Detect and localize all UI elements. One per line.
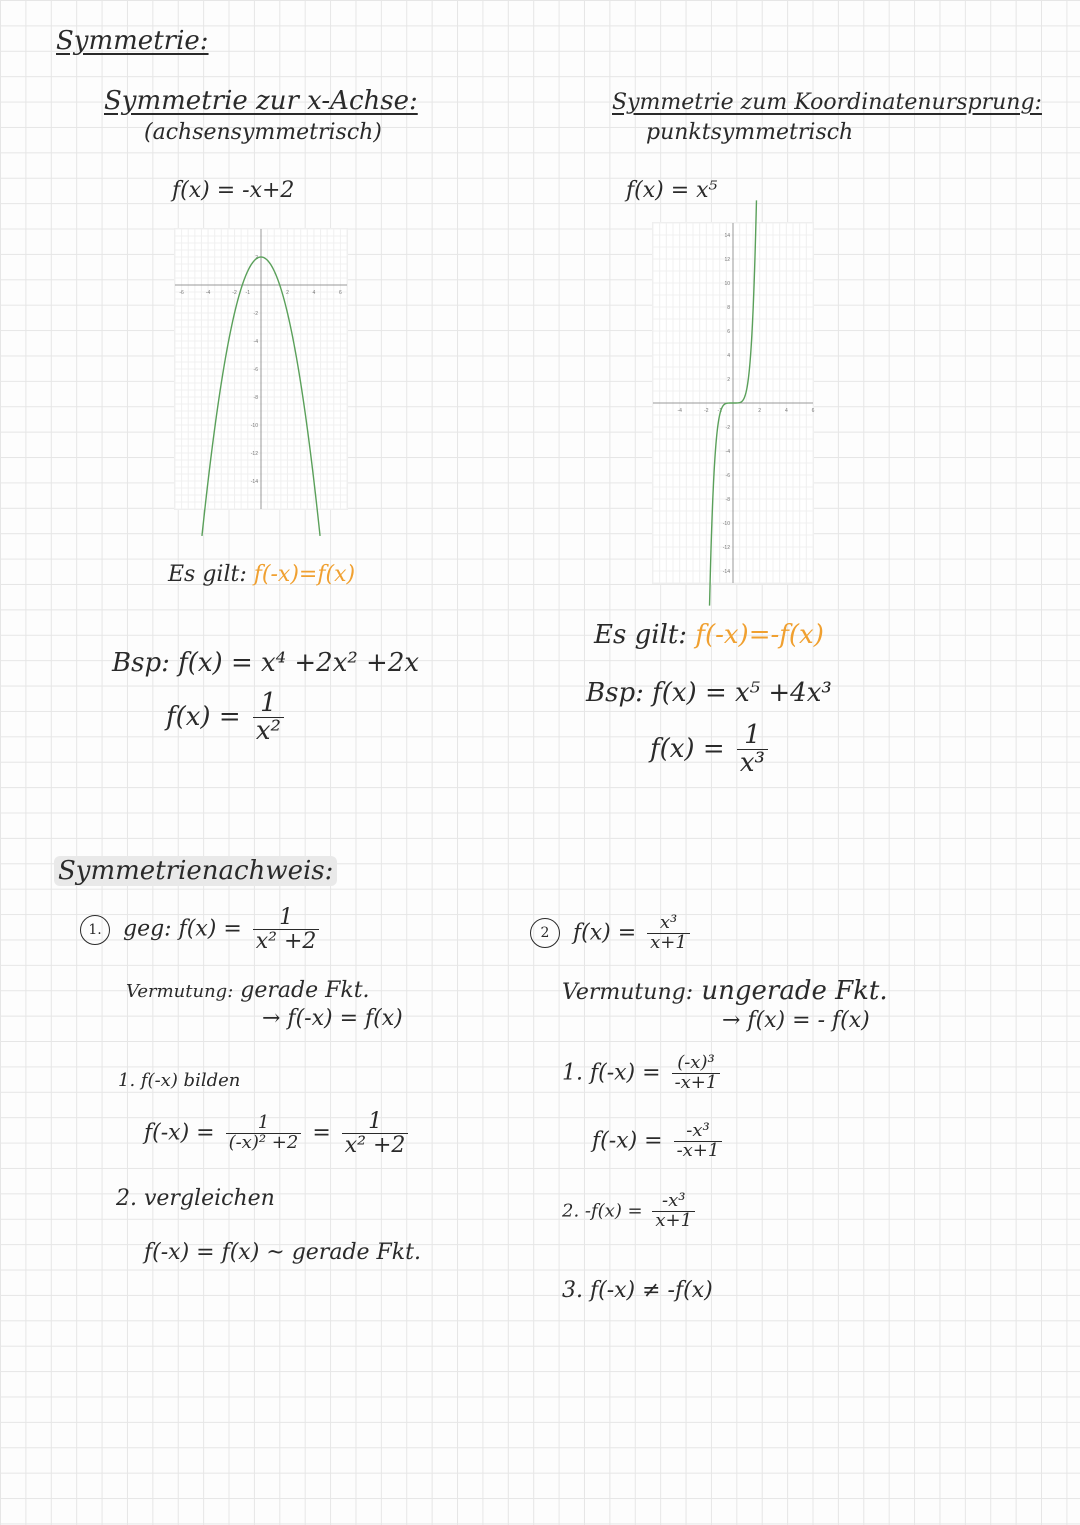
fraction-denominator: (-x)² +2: [226, 1133, 302, 1153]
left-bsp1: f(x) = x⁴ +2x² +2x: [178, 648, 420, 678]
x-tick-label: 4: [312, 290, 316, 296]
right-example-1: [586, 678, 832, 708]
ex1-vermutung: [126, 978, 370, 1003]
fraction-denominator: x+1: [647, 933, 690, 953]
quintic-chart: [653, 223, 813, 583]
left-rule-formula: f(-x)=f(x): [253, 562, 356, 587]
ex2-arrow: → f(x) = - f(x): [722, 1008, 870, 1033]
ex1-conclusion: f(-x) = f(x) ~ gerade Fkt.: [144, 1240, 421, 1265]
right-heading: Symmetrie zum Koordinatenursprung:: [612, 90, 1042, 115]
ex1-s1-lhs: f(-x) =: [144, 1120, 215, 1146]
ex2-s1-fraction: [672, 1054, 721, 1093]
x-tick-label: -1: [717, 408, 722, 414]
fraction-denominator: -x+1: [672, 1073, 721, 1093]
fraction-denominator: x+1: [652, 1211, 695, 1231]
fraction-numerator: 1: [260, 688, 277, 718]
x-tick-label: -4: [205, 290, 211, 296]
parabola-graph: [174, 228, 348, 510]
left-bsp2-fraction: [253, 690, 284, 746]
y-tick-label: -4: [253, 339, 258, 345]
y-tick-label: -6: [725, 473, 730, 479]
y-tick-label: -12: [250, 451, 258, 457]
ex1-s1-fraction-2: [342, 1110, 409, 1157]
fraction-numerator: x³: [659, 912, 678, 933]
ex2-s1b-fraction: [674, 1122, 723, 1161]
ex2-vermutung: [562, 976, 888, 1006]
right-rule: [594, 620, 824, 650]
y-tick-label: -14: [250, 479, 258, 485]
y-tick-label: -8: [253, 395, 258, 401]
right-bsp2-fraction: [737, 722, 768, 778]
ex2-step1: [562, 1054, 724, 1093]
left-rule: [168, 562, 355, 587]
x-tick-label: -1: [245, 290, 250, 296]
fraction-denominator: x² +2: [253, 929, 320, 953]
x-tick-label: -6: [179, 290, 184, 296]
nachweis-heading: Symmetrienachweis:: [54, 856, 337, 886]
fraction-numerator: (-x)³: [677, 1052, 715, 1073]
left-bsp2-lhs: f(x) =: [166, 701, 241, 732]
ex1-number-badge: 1.: [80, 915, 110, 945]
fraction-numerator: 1: [368, 1109, 383, 1134]
y-tick-label: -10: [250, 423, 258, 429]
x-tick-label: -4: [677, 408, 682, 414]
x-tick-label: 4: [784, 408, 788, 414]
left-bsp-label: Bsp:: [112, 648, 170, 678]
quintic-graph: [652, 222, 814, 584]
fraction-numerator: -x³: [661, 1190, 686, 1211]
ex1-step1: 1. f(-x) bilden: [118, 1070, 241, 1091]
ex2-given: [530, 914, 694, 953]
page-title: Symmetrie:: [56, 26, 209, 56]
ex1-vermutung-value: gerade Fkt.: [240, 978, 370, 1003]
ex1-given: [80, 906, 323, 953]
x-tick-label: 6: [811, 408, 815, 414]
y-tick-label: -12: [722, 545, 730, 551]
ex2-vermutung-value: ungerade Fkt.: [701, 976, 888, 1006]
ex2-vermutung-label: Vermutung:: [562, 980, 694, 1005]
parabola-chart: [175, 229, 347, 509]
ex2-s1-lhs: 1. f(-x) =: [562, 1060, 661, 1086]
y-tick-label: -6: [253, 367, 258, 373]
x-tick-label: 2: [286, 290, 289, 296]
fraction-denominator: -x+1: [674, 1141, 723, 1161]
x-tick-label: 6: [338, 290, 342, 296]
fraction-denominator: x²: [253, 717, 284, 745]
ex1-step1-calc: [144, 1110, 412, 1157]
right-rule-prefix: Es gilt:: [594, 620, 688, 650]
left-example-2: [166, 690, 288, 746]
x-tick-label: -2: [232, 290, 237, 296]
ex1-arrow: → f(-x) = f(x): [262, 1006, 403, 1031]
left-heading: Symmetrie zur x-Achse:: [104, 86, 418, 116]
fraction-numerator: 1: [279, 905, 294, 930]
y-tick-label: 4: [727, 353, 730, 359]
y-tick-label: 10: [724, 281, 730, 287]
y-tick-label: 8: [727, 305, 730, 311]
ex2-s2-lhs: 2. -f(x) =: [562, 1200, 643, 1222]
left-function: f(x) = -x+2: [172, 178, 295, 203]
right-bsp-label: Bsp:: [586, 678, 644, 708]
y-tick-label: 14: [724, 233, 730, 239]
ex1-fraction: [253, 906, 320, 953]
left-rule-prefix: Es gilt:: [168, 562, 247, 587]
right-bsp2-lhs: f(x) =: [650, 733, 725, 764]
left-subheading: (achsensymmetrisch): [144, 120, 382, 145]
fraction-denominator: x² +2: [342, 1133, 409, 1157]
fraction-numerator: 1: [744, 720, 761, 750]
y-tick-label: 2: [727, 377, 730, 383]
y-tick-label: 6: [727, 329, 730, 335]
fraction-denominator: x³: [737, 749, 768, 777]
right-rule-formula: f(-x)=-f(x): [695, 620, 824, 650]
ex1-step2: 2. vergleichen: [116, 1186, 275, 1211]
ex2-step3: 3. f(-x) ≠ -f(x): [562, 1278, 713, 1303]
ex2-fraction: [647, 914, 690, 953]
ex2-s2-fraction: [652, 1192, 695, 1231]
y-tick-label: -2: [253, 311, 258, 317]
fraction-numerator: -x³: [686, 1120, 710, 1141]
x-tick-label: 2: [758, 408, 762, 414]
y-tick-label: -10: [722, 521, 730, 527]
y-tick-label: 12: [724, 257, 730, 263]
ex2-step1b: [592, 1122, 726, 1161]
ex1-lhs: f(x) =: [178, 916, 242, 942]
y-tick-label: -8: [725, 497, 730, 503]
fraction-numerator: 1: [257, 1112, 270, 1134]
right-example-2: [650, 722, 772, 778]
y-tick-label: -2: [725, 425, 730, 431]
x-tick-label: -2: [704, 408, 709, 414]
ex2-lhs: f(x) =: [573, 920, 637, 946]
ex1-vermutung-label: Vermutung:: [126, 981, 234, 1002]
y-tick-label: -4: [725, 449, 730, 455]
ex2-s1b-lhs: f(-x) =: [592, 1128, 663, 1154]
y-tick-label: -14: [722, 569, 730, 575]
right-subheading: punktsymmetrisch: [646, 120, 854, 145]
ex2-step2: [562, 1192, 699, 1231]
right-bsp1: f(x) = x⁵ +4x³: [652, 678, 832, 708]
ex2-number-badge: 2: [530, 918, 560, 948]
left-example-1: [112, 648, 419, 678]
ex1-s1-fraction: [226, 1114, 302, 1153]
ex1-geg: geg:: [123, 916, 172, 942]
y-tick-label: 2: [255, 255, 258, 261]
ex1-s1-eq: =: [312, 1120, 331, 1146]
right-function: f(x) = x⁵: [626, 178, 718, 203]
